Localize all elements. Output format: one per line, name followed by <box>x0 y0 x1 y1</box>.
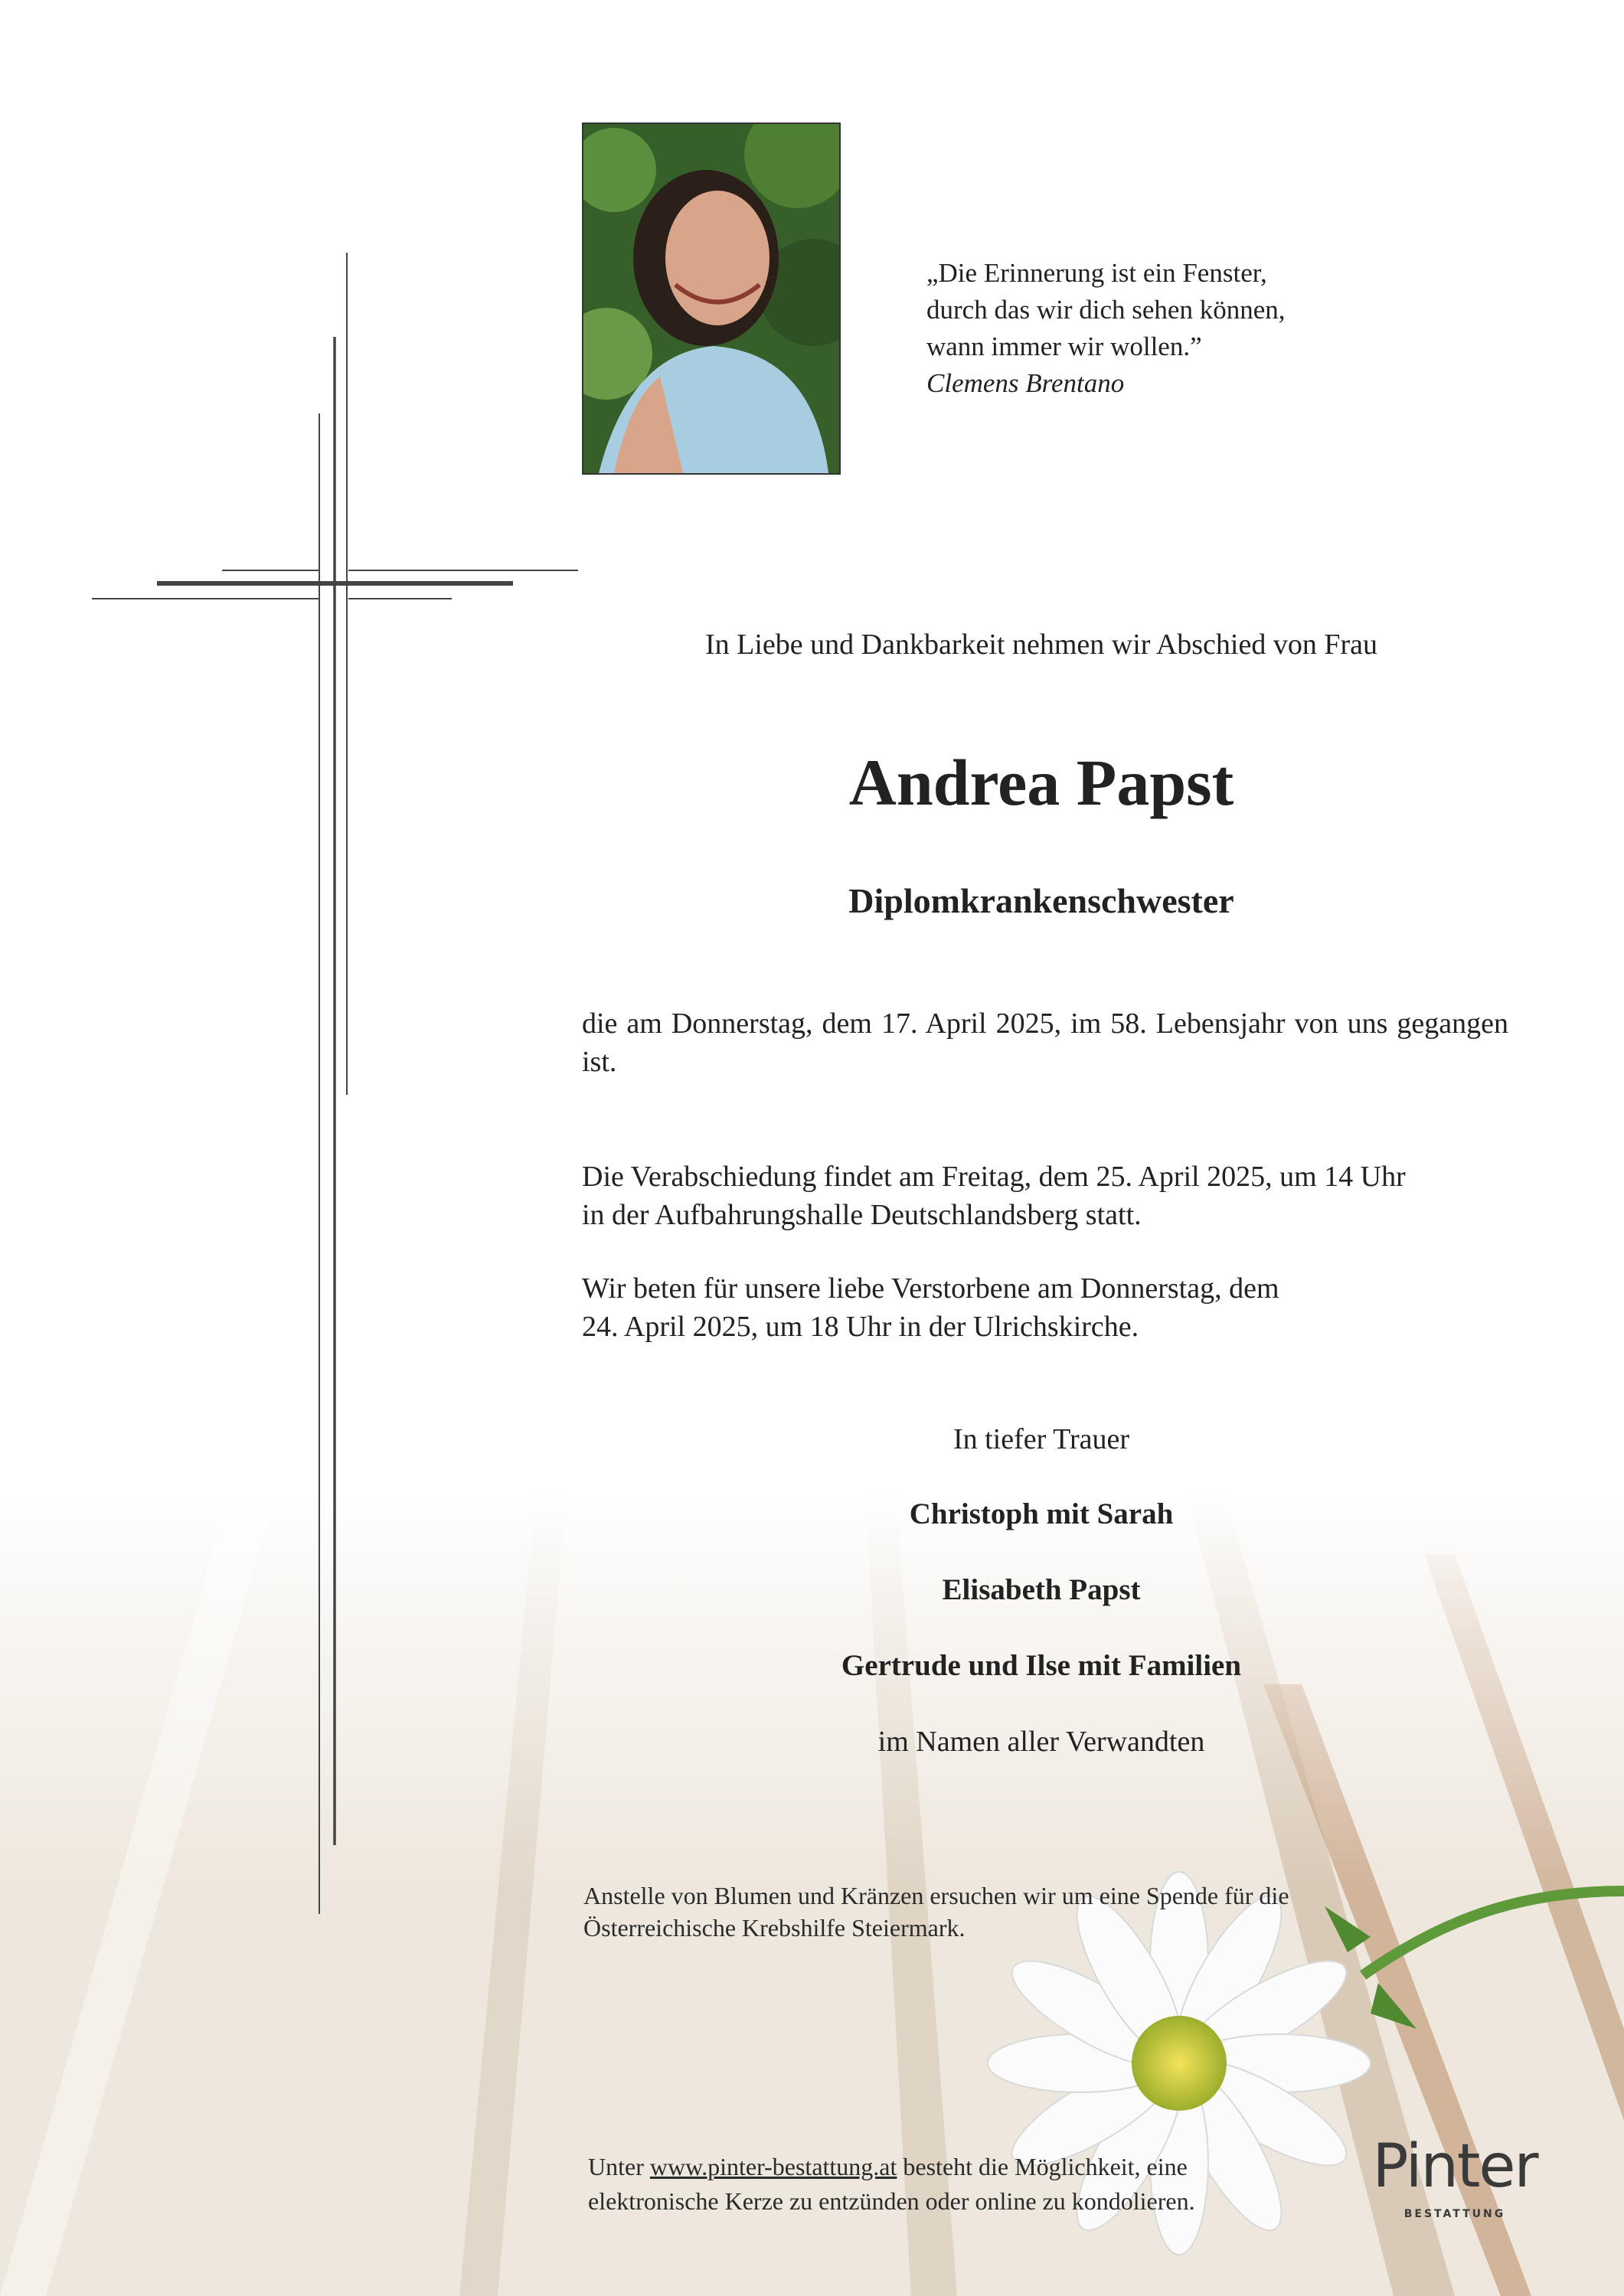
family-member: Gertrude und Ilse mit Familien <box>841 1649 1242 1682</box>
death-notice: die am Donnerstag, dem 17. April 2025, im 58. Lebensjahr von uns gegangen ist. <box>582 1008 1508 1078</box>
footer-condolence <box>588 2150 1292 2219</box>
family-member: Christoph mit Sarah <box>909 1497 1174 1530</box>
farewell-info <box>582 1158 1508 1234</box>
deceased-name: Andrea Papst <box>848 746 1234 819</box>
footer-suffix: besteht die Möglichkeit, eine <box>897 2153 1188 2180</box>
quote-line-2: durch das wir dich sehen können, <box>926 295 1286 325</box>
donation-line-2: Österreichische Krebshilfe Steiermark. <box>583 1914 966 1942</box>
deceased-profession: Diplomkrankenschwester <box>848 881 1234 920</box>
mourning-heading: In tiefer Trauer <box>953 1423 1130 1455</box>
donation-line-1: Anstelle von Blumen und Kränzen ersuchen wir um eine Spende für die <box>583 1882 1289 1909</box>
quote-line-1: „Die Erinnerung ist ein Fenster, <box>926 258 1267 288</box>
farewell-line-2: in der Aufbahrungshalle Deutschlandsberg statt. <box>582 1199 1142 1231</box>
donation-request <box>583 1880 1426 1944</box>
prayer-line-1: Wir beten für unsere liebe Verstorbene am Donnerstag, dem <box>582 1272 1279 1305</box>
footer-line-1 <box>588 2150 1292 2184</box>
footer-line-2: elektronische Kerze zu entzünden oder online zu kondolieren. <box>588 2187 1195 2215</box>
brand-subtitle: BESTATTUNG <box>1403 2208 1506 2220</box>
brand-name: Pinter <box>1372 2132 1537 2201</box>
quote-author: Clemens Brentano <box>926 368 1125 398</box>
prayer-info <box>582 1269 1508 1346</box>
pinter-logo <box>1363 2132 1547 2220</box>
relatives-note: im Namen aller Verwandten <box>877 1726 1205 1758</box>
memorial-quote <box>926 255 1417 402</box>
farewell-line-1: Die Verabschiedung findet am Freitag, dem 25. April 2025, um 14 Uhr <box>582 1161 1406 1193</box>
quote-line-3: wann immer wir wollen.” <box>926 331 1202 361</box>
website-link[interactable]: www.pinter-bestattung.at <box>649 2153 897 2180</box>
footer-prefix: Unter <box>588 2153 650 2180</box>
prayer-line-2: 24. April 2025, um 18 Uhr in der Ulrichskirche. <box>582 1311 1139 1343</box>
family-member: Elisabeth Papst <box>942 1573 1141 1606</box>
intro-text: In Liebe und Dankbarkeit nehmen wir Abschied von Frau <box>705 629 1377 661</box>
portrait-photo <box>582 122 841 475</box>
memorial-cross <box>84 253 590 1922</box>
